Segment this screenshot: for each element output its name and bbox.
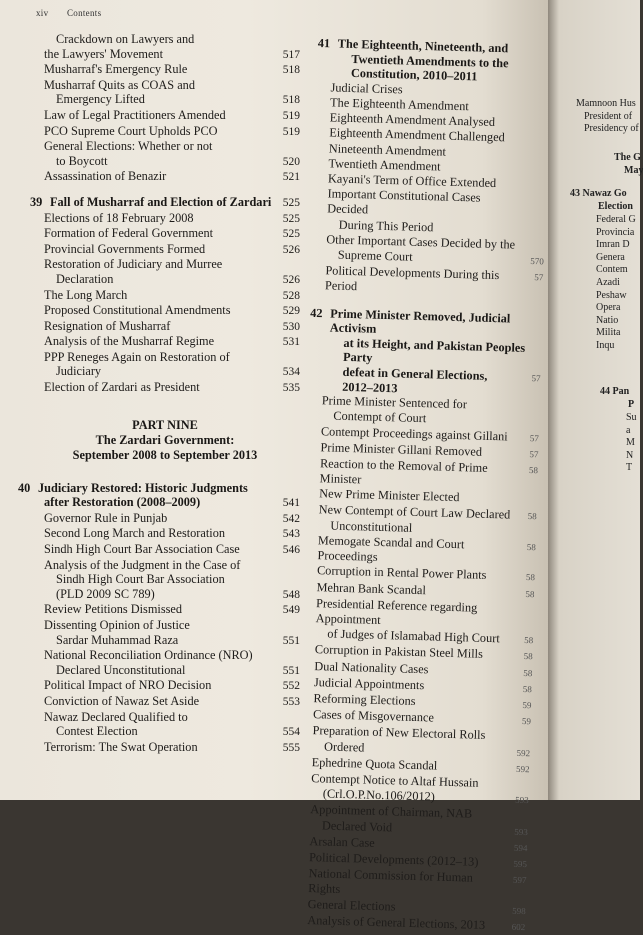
toc-entry-page: [519, 203, 545, 204]
chapter-title-cont: Constitution, 2010–2011: [350, 66, 478, 84]
toc-entry: [30, 558, 300, 573]
toc-entry-page: 58: [523, 651, 533, 662]
toc-entry-title: to Boycott: [56, 153, 108, 168]
chapter-title: Fall of Musharraf and Election of Zardari: [50, 194, 272, 209]
toc-entry-page: [518, 248, 544, 249]
toc-entry: [30, 511, 300, 527]
chapter-40-heading: [18, 481, 300, 496]
toc-entry: [30, 257, 300, 272]
toc-entry-page: [522, 112, 548, 113]
next-page-line: President of: [584, 110, 633, 122]
toc-entry-title: National Commission for Human Rights: [307, 866, 474, 897]
toc-entry-page: 57: [529, 432, 540, 443]
next-page-line: a: [626, 424, 631, 436]
next-page-top-lines: [576, 98, 639, 136]
toc-entry-page: 528: [282, 289, 300, 302]
chapter-number: 41: [317, 36, 331, 51]
toc-entry-title: New Prime Minister Elected: [319, 486, 460, 505]
toc-entry-page: 521: [282, 171, 300, 184]
toc-entry: [30, 678, 300, 694]
toc-entry-title: Second Long March and Restoration: [44, 526, 225, 541]
toc-entry-title: PCO Supreme Court Upholds PCO: [44, 123, 218, 138]
toc-entry-page: [502, 819, 528, 820]
toc-entry-title: Musharraf Quits as COAS and: [44, 77, 195, 92]
next-page-chapter-44-list: [626, 412, 637, 475]
toc-entry-title: Sardar Muhammad Raza: [56, 632, 179, 647]
next-page-line: Su: [626, 412, 637, 423]
toc-entry-page: 597: [512, 875, 527, 886]
toc-entry-page: 58: [527, 510, 537, 521]
toc-entry-page: [521, 157, 547, 158]
toc-entry-title: Other Important Cases Decided by the: [326, 232, 516, 252]
next-page-line: M: [626, 437, 635, 449]
toc-entry-title: Restoration of Judiciary and Murree: [44, 257, 223, 272]
part-label: PART NINE: [132, 417, 198, 432]
toc-entry-page: 519: [282, 109, 300, 122]
next-page-line: Provincia: [596, 226, 635, 238]
toc-entry-page: [503, 788, 529, 789]
toc-entry: [30, 154, 300, 170]
toc-entry-title: Declared Unconstitutional: [56, 662, 186, 677]
toc-entry-title: Political Impact of NRO Decision: [44, 678, 212, 693]
toc-entry: [30, 364, 300, 380]
toc-entry-title: Assassination of Benazir: [44, 169, 167, 184]
toc-entry-title: Judicial Appointments: [313, 674, 425, 693]
next-book-page: [548, 0, 643, 800]
toc-entry-title: the Lawyers' Movement: [44, 46, 163, 61]
chapter-39-list: [30, 211, 300, 396]
toc-entry: [30, 319, 300, 335]
chapter-38-continued-list: [30, 32, 300, 185]
next-page-line: Genera: [596, 251, 625, 263]
toc-entry-page: [520, 188, 546, 189]
toc-entry: [30, 618, 300, 633]
chapter-title-cont: P: [628, 398, 635, 410]
toc-entry-title: Political Developments During this Period: [324, 263, 500, 294]
toc-entry-title: Nawaz Declared Qualified to: [44, 709, 188, 724]
chapter-title-cont: Twentieth Amendments to the: [351, 51, 509, 70]
next-page-chapter-43-list: [596, 214, 636, 353]
toc-entry-page: 593: [515, 795, 529, 806]
right-column: [293, 36, 550, 935]
toc-entry-page: [521, 142, 547, 143]
left-column: [18, 32, 300, 755]
toc-entry-page: [520, 172, 546, 173]
toc-entry-page: [514, 410, 540, 411]
toc-entry-page: [504, 740, 530, 741]
toc-entry: [30, 694, 300, 710]
next-page-line: Presidency of: [584, 123, 639, 135]
toc-entry-title: Political Developments (2012–13): [308, 850, 479, 869]
toc-entry-title: Analysis of the Judgment in the Case of: [44, 557, 241, 572]
next-page-line: Peshaw: [596, 289, 627, 301]
toc-entry-title: Nineteenth Amendment: [328, 140, 447, 159]
toc-entry-page: 553: [282, 695, 300, 708]
next-page-chapter-43: [570, 188, 633, 213]
toc-entry-title: Elections of 18 February 2008: [44, 210, 194, 225]
chapter-title: Pan: [612, 386, 630, 397]
toc-entry-title: Judicial Crises: [330, 80, 403, 97]
toc-entry-title: Prime Minister Sentenced for: [321, 393, 468, 412]
toc-entry-title: Terrorism: The Swat Operation: [44, 739, 198, 754]
toc-entry-page: 535: [282, 382, 300, 395]
chapter-number: 40: [18, 480, 31, 495]
toc-entry: [30, 303, 300, 319]
toc-entry-page: 602: [511, 921, 526, 933]
toc-entry-title: Declaration: [56, 271, 114, 286]
toc-entry-title: Presidential Reference regarding Appointment: [315, 596, 478, 628]
chapter-page: 525: [282, 196, 300, 209]
part-dates: September 2008 to September 2013: [72, 447, 258, 462]
toc-entry-title: Kayani's Term of Office Extended: [327, 171, 497, 191]
toc-entry-title: Mehran Bank Scandal: [316, 579, 427, 597]
toc-entry-page: 58: [525, 572, 536, 583]
toc-entry: [311, 263, 544, 300]
toc-entry-title: Musharraf's Emergency Rule: [44, 62, 188, 77]
toc-entry-title: Cases of Misgovernance: [312, 707, 435, 725]
part-heading: [30, 418, 300, 463]
toc-entry: [30, 648, 300, 663]
toc-entry-page: 57: [534, 272, 544, 283]
toc-entry-page: 595: [513, 858, 528, 870]
toc-entry-page: [519, 233, 545, 234]
toc-entry-title: Sindh High Court Bar Association Case: [44, 542, 240, 557]
next-page-line: N: [626, 449, 634, 461]
next-page-line: Inqu: [596, 339, 615, 351]
toc-entry-title: Declared Void: [321, 818, 393, 835]
toc-entry-title: Ordered: [323, 739, 365, 755]
toc-entry: [30, 108, 300, 124]
toc-entry-page: 552: [282, 680, 300, 693]
toc-entry: [30, 62, 300, 78]
toc-entry-page: 534: [282, 366, 300, 379]
next-page-line: Azadi: [596, 276, 620, 288]
toc-entry-title: General Elections: [307, 896, 396, 914]
toc-entry-title: Eighteenth Amendment Challenged: [329, 125, 505, 145]
toc-entry: [30, 602, 300, 618]
toc-entry-title: Eighteenth Amendment Analysed: [329, 110, 496, 130]
running-head: [36, 8, 117, 18]
toc-entry: [30, 242, 300, 258]
toc-entry-page: 530: [282, 320, 300, 333]
toc-entry: [30, 663, 300, 679]
toc-entry-page: 554: [282, 726, 300, 739]
chapter-39-heading: [30, 195, 300, 211]
toc-entry: [30, 78, 300, 93]
toc-entry-title: Supreme Court: [337, 247, 413, 264]
toc-entry: [30, 169, 300, 185]
toc-entry-page: 58: [528, 465, 539, 476]
chapter-41-list: [311, 80, 549, 300]
toc-entry-page: 520: [282, 155, 300, 168]
toc-entry-page: 59: [521, 716, 532, 727]
toc-entry-page: 525: [282, 212, 300, 225]
toc-entry-title: Arsalan Case: [309, 833, 375, 850]
chapter-42-list: [293, 393, 540, 935]
toc-entry: [30, 334, 300, 350]
toc-entry-page: 517: [282, 48, 300, 61]
toc-entry-title: Corruption in Rental Power Plants: [316, 563, 487, 583]
toc-entry-page: 551: [282, 664, 300, 677]
next-page-line: T: [626, 462, 633, 474]
toc-entry: [30, 740, 300, 756]
toc-entry-title: Important Constitutional Cases Decided: [326, 186, 481, 217]
toc-entry-page: 570: [530, 256, 544, 267]
next-page-line: Milita: [596, 327, 621, 339]
toc-entry-page: 549: [282, 604, 300, 617]
next-page-line: Mamnoon Hus: [576, 98, 636, 109]
toc-entry-title: Appointment of Chairman, NAB: [310, 802, 473, 822]
toc-entry: [30, 124, 300, 140]
toc-entry-page: 592: [516, 747, 531, 758]
toc-entry-page: 59: [522, 700, 532, 711]
toc-entry: [30, 724, 300, 740]
toc-entry-page: 529: [282, 305, 300, 318]
next-page-line: Contem: [596, 264, 628, 276]
toc-entry-page: 551: [282, 634, 300, 647]
chapter-number: 43: [570, 188, 580, 199]
toc-entry-page: 543: [282, 528, 300, 541]
next-page-line: Opera: [596, 302, 621, 314]
toc-entry-title: Judiciary: [56, 364, 102, 379]
chapter-title-cont: at its Height, and Pakistan Peoples Party: [342, 335, 526, 366]
toc-entry-page: 594: [513, 842, 528, 854]
toc-entry-page: 58: [524, 635, 534, 646]
toc-entry-title: Conviction of Nawaz Set Aside: [44, 693, 200, 708]
next-page-part-lines: [614, 152, 643, 177]
toc-entry-page: 57: [529, 448, 539, 460]
toc-entry-title: Prime Minister Gillani Removed: [320, 440, 483, 459]
toc-entry: [30, 710, 300, 725]
toc-entry: [30, 587, 300, 603]
toc-entry: [30, 92, 300, 108]
toc-entry-title: National Reconciliation Ordinance (NRO): [44, 648, 253, 663]
toc-entry-title: Crackdown on Lawyers and: [56, 32, 195, 46]
toc-entry-title: Dual Nationality Cases: [314, 658, 429, 676]
toc-entry-title: (PLD 2009 SC 789): [56, 586, 155, 601]
toc-entry-page: 518: [282, 94, 300, 107]
toc-entry-page: 58: [525, 588, 535, 599]
running-title: Contents: [66, 8, 102, 18]
toc-entry-title: During This Period: [338, 217, 434, 234]
chapter-number: 42: [310, 305, 323, 320]
chapter-40-list: [30, 511, 300, 756]
toc-entry-title: General Elections: Whether or not: [44, 139, 213, 154]
toc-entry-title: Contempt Notice to Altaf Hussain: [311, 771, 479, 790]
toc-entry-title: Election of Zardari as President: [44, 380, 200, 395]
chapter-title: Nawaz Go: [582, 188, 627, 199]
chapter-number: 39: [30, 194, 43, 209]
next-page-chapter-44: [600, 386, 634, 411]
toc-entry-page: 525: [282, 228, 300, 241]
toc-entry-title: The Long March: [44, 287, 128, 302]
toc-entry-page: [510, 534, 536, 535]
chapter-40-heading-line2: [30, 495, 300, 511]
toc-entry-title: Contempt Proceedings against Gillani: [320, 423, 508, 444]
toc-entry: [30, 139, 300, 154]
toc-entry: [30, 47, 300, 63]
chapter-title: Prime Minister Removed, Judicial Activism: [329, 306, 511, 336]
toc-entry-title: The Eighteenth Amendment: [329, 95, 469, 114]
toc-entry-title: Governor Rule in Punjab: [44, 510, 168, 525]
chapter-title: The Eighteenth, Nineteenth, and: [337, 36, 509, 56]
toc-entry: [30, 272, 300, 288]
chapter-number: 44: [600, 386, 610, 397]
toc-entry-page: [508, 612, 534, 613]
chapter-title: Judiciary Restored: Historic Judgments: [38, 480, 248, 495]
toc-entry-title: of Judges of Islamabad High Court: [327, 626, 500, 646]
chapter-page: 57: [531, 373, 541, 384]
toc-entry-title: Ephedrine Quota Scandal: [311, 754, 438, 773]
chapter-title-cont: after Restoration (2008–2009): [44, 495, 201, 510]
toc-entry-page: [522, 127, 548, 128]
next-page-line: Federal G: [596, 214, 636, 225]
toc-entry-title: Corruption in Pakistan Steel Mills: [314, 642, 484, 662]
toc-entry-title: PPP Reneges Again on Restoration of: [44, 349, 230, 364]
toc-entry-title: Law of Legal Practitioners Amended: [44, 107, 226, 122]
part-title: The Zardari Government:: [95, 432, 235, 447]
toc-entry-title: Reaction to the Removal of Prime Minister: [319, 456, 488, 487]
toc-entry-page: 593: [514, 826, 529, 837]
next-page-line: Natio: [596, 314, 619, 326]
toc-entry-page: 58: [523, 667, 533, 678]
toc-entry: [30, 211, 300, 227]
toc-entry-title: Formation of Federal Government: [44, 226, 214, 241]
toc-entry: [30, 288, 300, 304]
toc-entry-title: (Crl.O.P.No.106/2012): [322, 786, 436, 804]
toc-entry: [30, 380, 300, 396]
toc-entry-title: Emergency Lifted: [56, 92, 145, 107]
page-number: xiv: [36, 8, 49, 18]
toc-entry-title: Unconstitutional: [330, 518, 413, 535]
toc-entry: [30, 32, 300, 47]
chapter-title-cont: Election: [598, 200, 633, 212]
toc-entry-title: Resignation of Musharraf: [44, 318, 171, 333]
chapter-page: 541: [282, 497, 300, 510]
toc-entry-page: 546: [282, 544, 300, 557]
toc-entry: [30, 633, 300, 649]
toc-entry: [30, 542, 300, 558]
toc-entry-title: New Contempt of Court Law Declared: [318, 501, 511, 522]
toc-entry-page: 526: [282, 243, 300, 256]
toc-entry-page: 598: [512, 905, 526, 916]
toc-entry-page: 548: [282, 588, 300, 601]
toc-entry: [30, 526, 300, 542]
chapter-title-cont: defeat in General Elections, 2012–2013: [342, 364, 488, 395]
toc-entry-page: [513, 425, 539, 426]
toc-entry: [30, 350, 300, 365]
toc-entry-title: Provincial Governments Formed: [44, 241, 206, 256]
toc-entry-title: Contest Election: [56, 724, 138, 739]
toc-entry-page: 58: [522, 683, 532, 695]
toc-entry-page: [511, 503, 537, 504]
toc-entry: [30, 572, 300, 587]
next-page-line: May: [624, 164, 643, 176]
toc-entry: [30, 226, 300, 242]
toc-entry-page: 519: [282, 125, 300, 138]
toc-entry-title: Sindh High Court Bar Association: [56, 572, 225, 587]
toc-entry-title: Memogate Scandal and Court Proceedings: [317, 533, 465, 565]
toc-entry-title: Preparation of New Electoral Rolls: [312, 723, 486, 743]
next-page-line: The G: [614, 152, 641, 163]
next-page-line: Imran D: [596, 239, 630, 251]
toc-entry-page: 526: [282, 273, 300, 286]
toc-entry-page: 518: [282, 64, 300, 77]
toc-entry-title: Contempt of Court: [333, 408, 427, 426]
toc-entry-page: [522, 97, 548, 98]
toc-entry-title: Analysis of the Musharraf Regime: [44, 334, 215, 349]
toc-entry-title: Review Petitions Dismissed: [44, 602, 182, 617]
toc-entry-title: Analysis of General Elections, 2013: [307, 912, 486, 932]
toc-entry-page: 58: [526, 542, 536, 553]
toc-entry-title: Proposed Constitutional Amendments: [44, 303, 231, 318]
toc-entry-page: 542: [282, 512, 300, 525]
toc-entry-title: Dissenting Opinion of Justice: [44, 618, 190, 632]
toc-entry-title: Reforming Elections: [313, 691, 416, 709]
toc-entry-title: Twentieth Amendment: [328, 156, 441, 174]
toc-entry-page: 592: [515, 763, 530, 775]
toc-entry-page: 555: [282, 741, 300, 754]
toc-entry-page: 531: [282, 336, 300, 349]
